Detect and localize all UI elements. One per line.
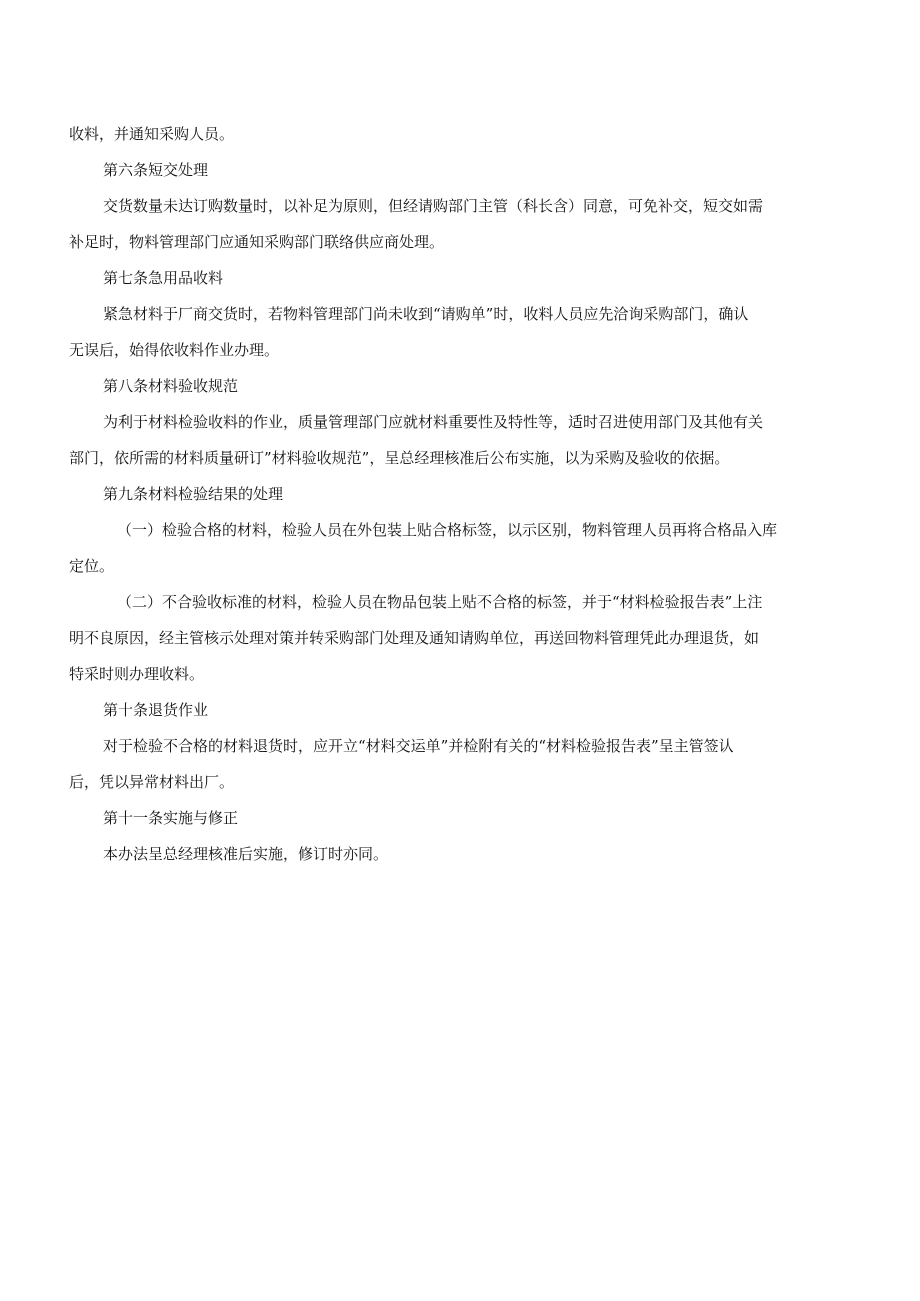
text-line: 紧急材料于厂商交货时，若物料管理部门尚未收到“请购单”时，收料人员应先洽询采购部门，确认 (103, 305, 749, 323)
article-heading: 第七条急用品收料 (103, 269, 224, 287)
article-heading: 第八条材料验收规范 (103, 377, 239, 395)
article-8-title (69, 375, 789, 397)
article-9-item-2 (69, 591, 789, 685)
article-8-body (69, 411, 789, 469)
text-line: 交货数量未达订购数量时，以补足为原则，但经请购部门主管（科长含）同意，可免补交，短交如需 (103, 197, 764, 215)
article-11-title (69, 807, 789, 829)
article-heading: 第十一条实施与修正 (103, 809, 239, 827)
article-6-body (69, 195, 789, 253)
text-line: 无误后，始得依收料作业办理。 (69, 341, 280, 359)
text-line: 为利于材料检验收料的作业，质量管理部门应就材料重要性及特性等，适时召进使用部门及其他有关 (103, 413, 764, 431)
text-line: 部门，依所需的材料质量研订”材料验收规范”，呈总经理核准后公布实施，以为采购及验收的依据。 (69, 449, 730, 467)
text-line: 定位。 (69, 557, 115, 575)
article-10-title (69, 699, 789, 721)
document-body (69, 123, 789, 865)
article-9-item-1 (69, 519, 789, 577)
text-line: 对于检验不合格的材料退货时，应开立“材料交运单”并检附有关的“材料检验报告表”呈主管签认 (103, 737, 734, 755)
text-line: （二）不合验收标准的材料，检验人员在物品包装上贴不合格的标签，并于“材料检验报告表”上注 (117, 593, 763, 611)
article-heading: 第九条材料检验结果的处理 (103, 485, 284, 503)
article-7-title (69, 267, 789, 289)
text-line: 后，凭以异常材料出厂。 (69, 773, 235, 791)
text-line: 特采时则办理收料。 (69, 665, 205, 683)
article-heading: 第十条退货作业 (103, 701, 209, 719)
text-line: 补足时，物料管理部门应通知采购部门联络供应商处理。 (69, 233, 445, 251)
article-7-body (69, 303, 789, 361)
text-line: （一）检验合格的材料，检验人员在外包装上贴合格标签，以示区别，物料管理人员再将合格品入库 (117, 521, 778, 539)
text-line: 本办法呈总经理核准后实施，修订时亦同。 (103, 845, 389, 863)
article-11-body (69, 843, 789, 865)
article-10-body (69, 735, 789, 793)
article-9-title (69, 483, 789, 505)
text-line: 收料，并通知采购人员。 (69, 125, 235, 143)
article-6-title (69, 159, 789, 181)
article-heading: 第六条短交处理 (103, 161, 209, 179)
paragraph-intro-tail (69, 123, 789, 145)
text-line: 明不良原因，经主管核示处理对策并转采购部门处理及通知请购单位，再送回物料管理凭此办理退货，如 (69, 629, 760, 647)
